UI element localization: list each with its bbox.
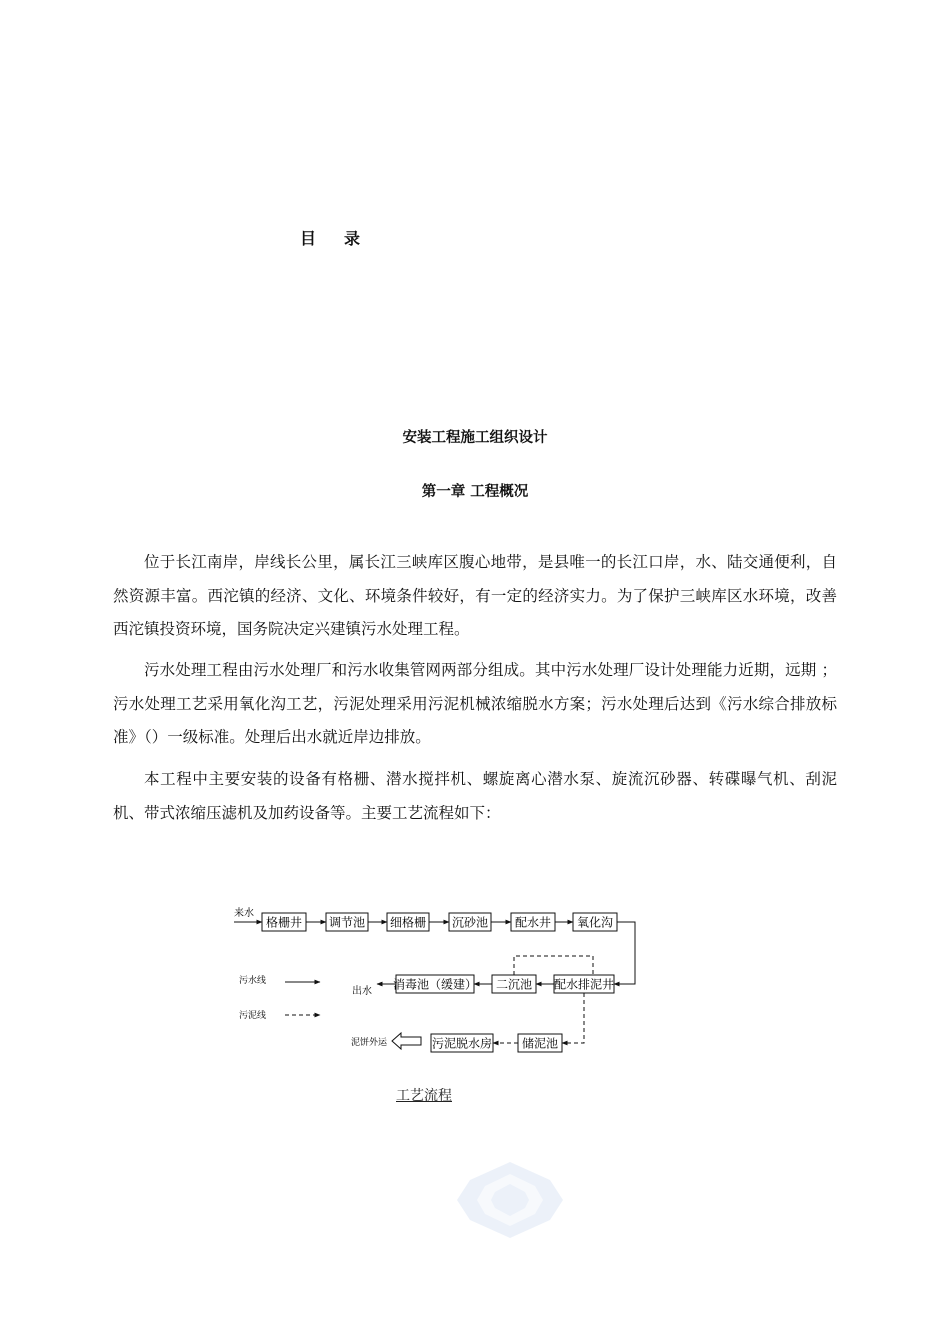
unit-dewatering-house [431, 1034, 493, 1052]
unit-distribution-well-label: 配水井 [514, 915, 552, 930]
sludge-cake-out-arrow [392, 1033, 421, 1049]
inflow-label: 来水 [234, 908, 254, 919]
unit-regulating-tank-label: 调节池 [328, 915, 366, 930]
unit-dewatering-house-label: 污泥脱水房 [431, 1036, 493, 1051]
sludge-out-label: 泥饼外运 [351, 1038, 388, 1048]
paragraph-overview-plant: 污水处理工程由污水处理厂和污水收集管网两部分组成。其中污水处理厂设计处理能力近期，远期 ；污水处理工艺采用氧化沟工艺，污泥处理采用污泥机械浓缩脱水方案；污水处理后达到《污水综合排放标准》（）一级标准。处理后出水就近岸边排放。 [113, 661, 837, 746]
unit-grille-well [262, 913, 306, 931]
unit-distribution-well [511, 913, 555, 931]
paragraph-overview-location: 位于长江南岸，岸线长公里，属长江三峡库区腹心地带，是县唯一的长江口岸，水、陆交通便利，自然资源丰富。西沱镇的经济、文化、环境条件较好，有一定的经济实力。为了保护三峡库区水环境，改善西沱镇投资环境，国务院决定兴建镇污水处理工程。 [113, 553, 837, 638]
legend-sludge-label: 污泥线 [239, 1011, 267, 1021]
unit-sludge-storage-label: 储泥池 [521, 1036, 559, 1051]
unit-secondary-clarifier [492, 975, 536, 993]
toc-heading-char-1: 目 [300, 229, 317, 248]
unit-secondary-clarifier-label: 二沉池 [495, 977, 533, 992]
unit-oxidation-ditch [573, 913, 617, 931]
unit-grit-tank-label: 沉砂池 [451, 915, 489, 930]
toc-heading-char-2: 录 [344, 229, 361, 248]
unit-disinfection-tank [393, 975, 477, 993]
legend-sewage-label: 污水线 [239, 976, 267, 986]
unit-fine-grille [387, 913, 429, 931]
toc-heading [300, 226, 400, 249]
unit-distribution-discharge-well-label: 配水排泥井 [553, 977, 615, 992]
unit-grille-well-label: 格栅井 [265, 915, 303, 930]
unit-oxidation-ditch-label: 氧化沟 [576, 915, 614, 930]
unit-disinfection-tank-label: 消毒池（缓建） [392, 977, 478, 992]
unit-distribution-discharge-well [554, 975, 614, 993]
chapter-title: 第一章 工程概况 [421, 484, 529, 500]
unit-fine-grille-label: 细格栅 [389, 915, 427, 930]
unit-regulating-tank [326, 913, 368, 931]
document-title: 安装工程施工组织设计 [402, 430, 548, 446]
sludge-return-line [514, 956, 593, 975]
sludge-line-to-storage [562, 993, 584, 1043]
unit-sludge-storage [518, 1034, 562, 1052]
process-flow-diagram [225, 900, 645, 1060]
diagram-caption: 工艺流程 [396, 1088, 452, 1104]
outflow-label: 出水 [352, 986, 372, 997]
paragraph-overview-equipment: 本工程中主要安装的设备有格栅、潜水搅拌机、螺旋离心潜水泵、旋流沉砂器、转碟曝气机、刮泥机、带式浓缩压滤机及加药设备等。主要工艺流程如下： [113, 770, 837, 822]
watermark-logo [455, 1160, 565, 1240]
unit-grit-tank [449, 913, 491, 931]
